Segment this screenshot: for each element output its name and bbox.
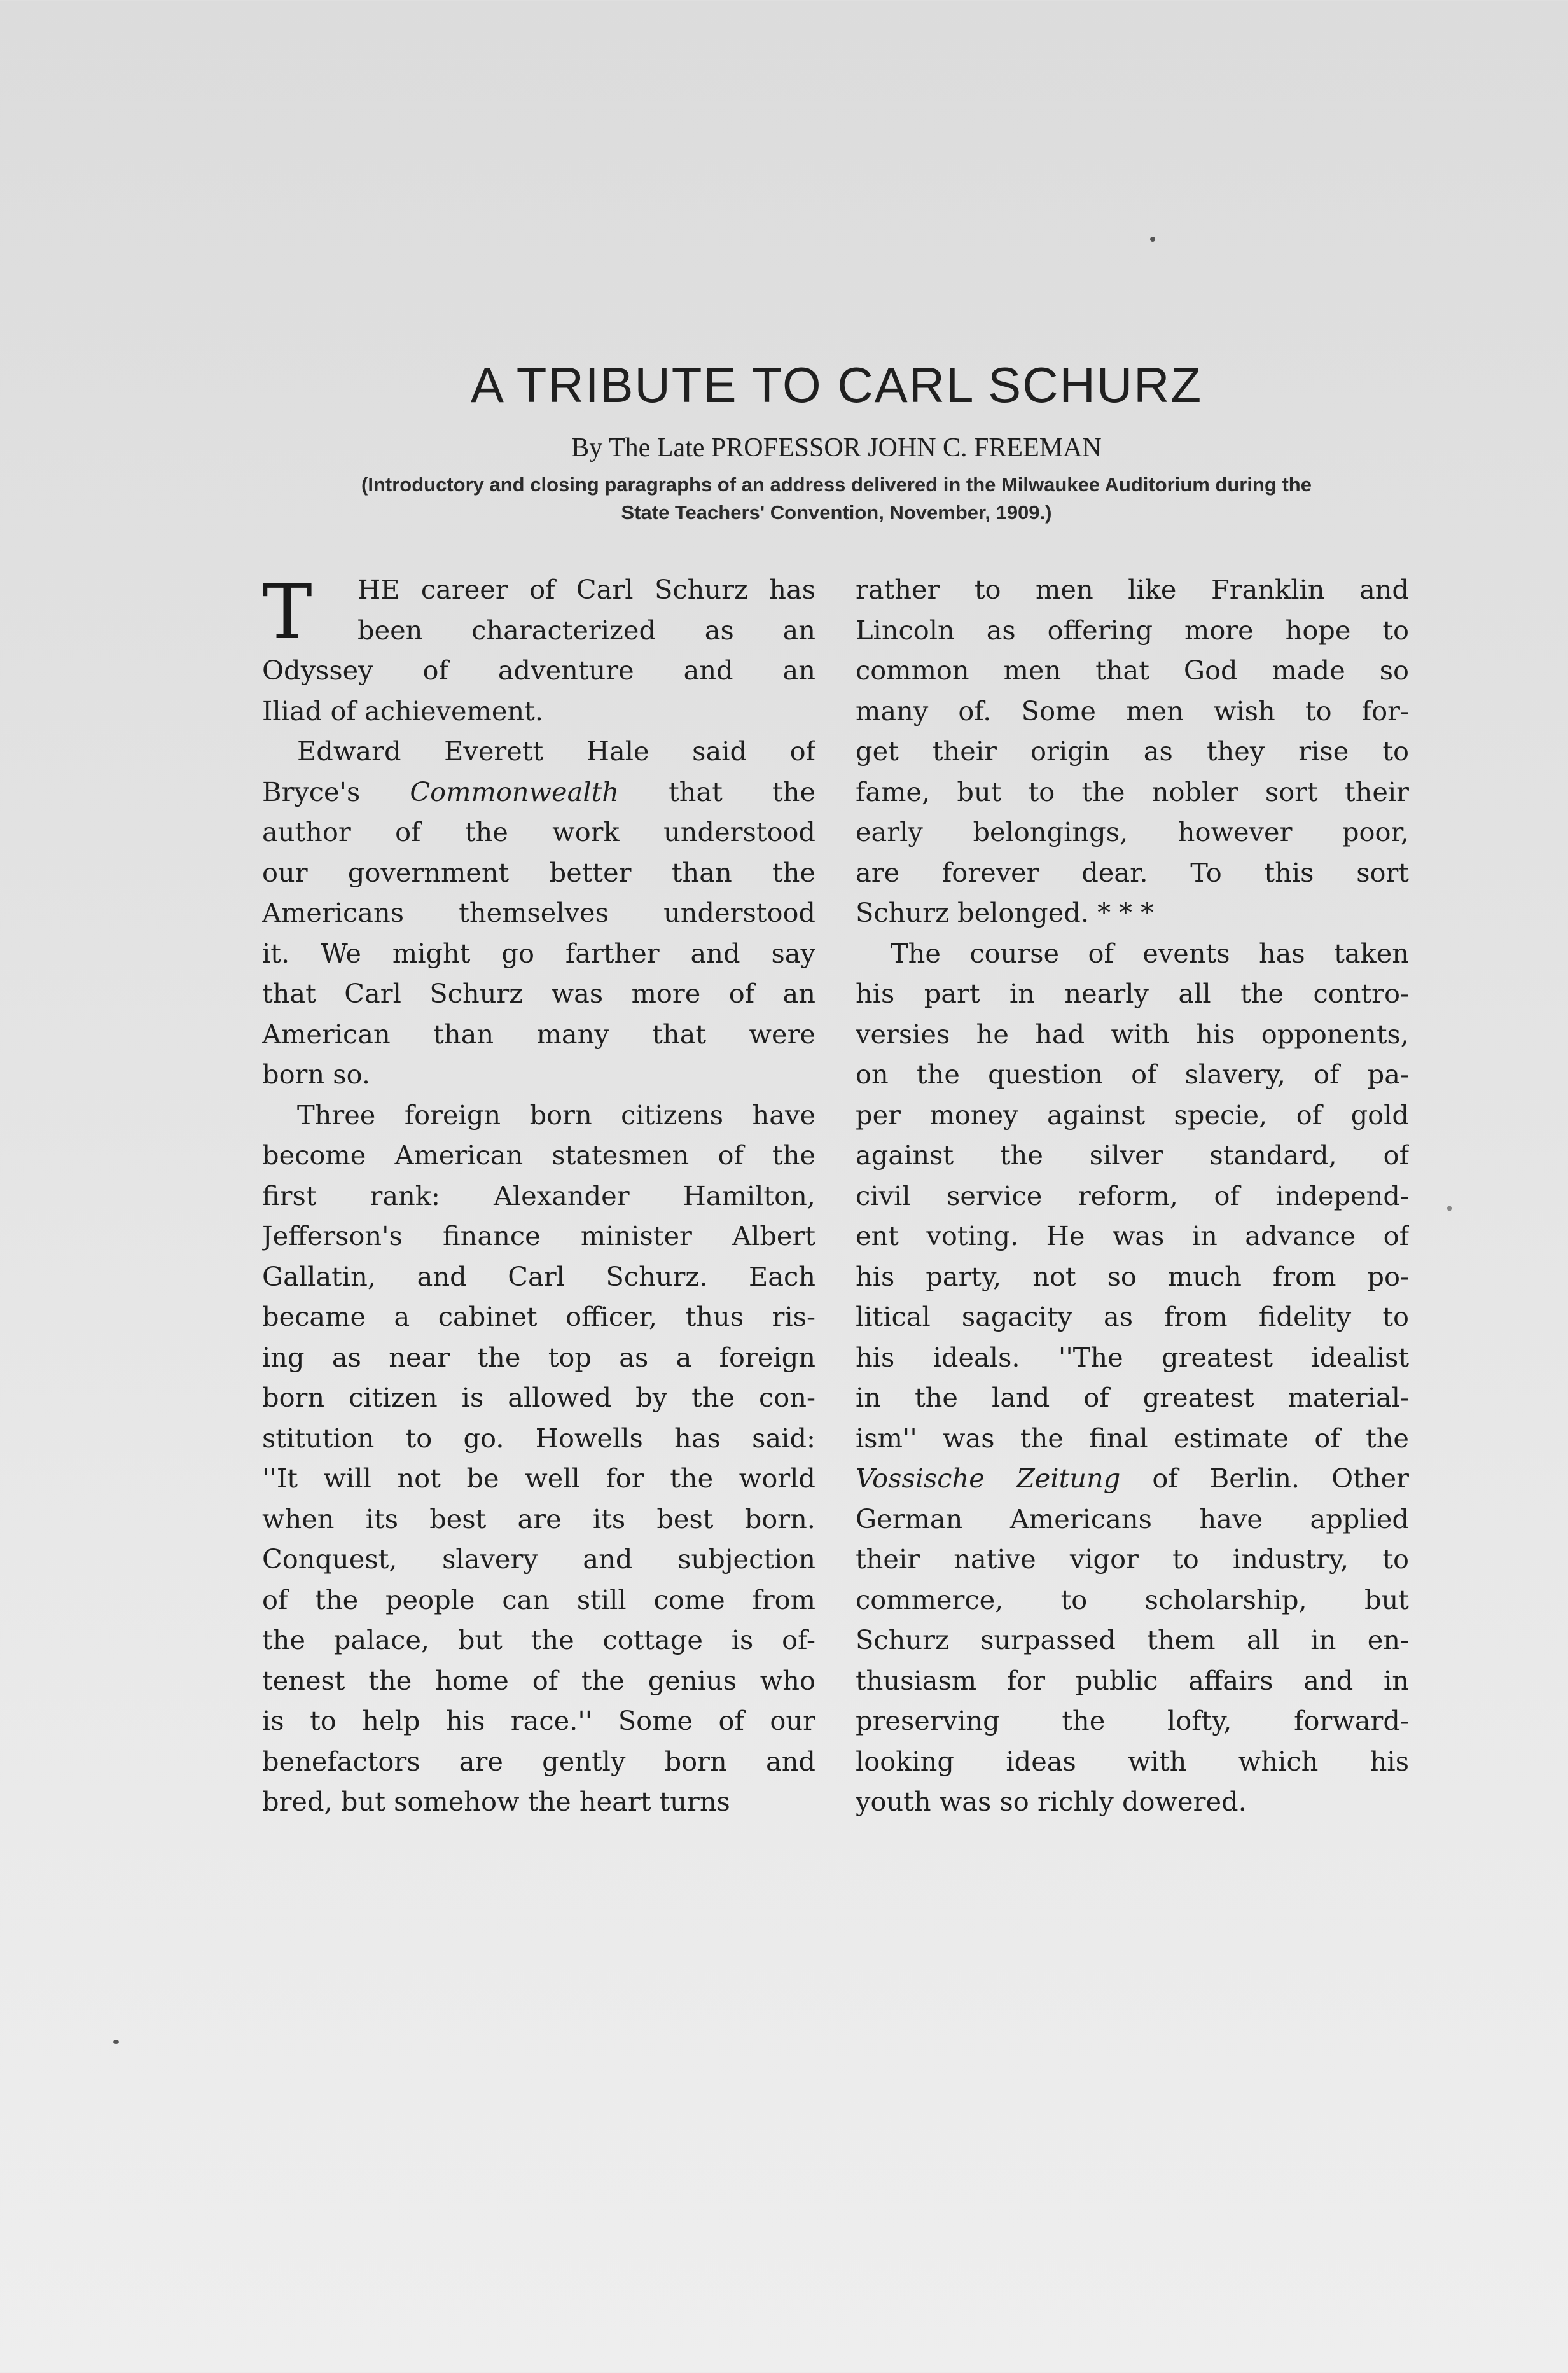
text-line: Three foreign born citizens have xyxy=(297,1099,815,1131)
text-line: Bryce's Commonwealth that the xyxy=(262,776,815,807)
text-line: became a cabinet officer, thus ris- xyxy=(262,1301,815,1332)
text-line: Vossische Zeitung of Berlin. Other xyxy=(856,1463,1409,1494)
byline-the: The xyxy=(609,433,651,463)
text-line: civil service reform, of independ- xyxy=(856,1180,1409,1211)
text-line: is to help his race.'' Some of our xyxy=(262,1705,815,1736)
text-line: of the people can still come from xyxy=(262,1583,815,1615)
text-line: Americans themselves understood xyxy=(262,897,815,928)
byline-late: Late xyxy=(656,433,705,463)
text-line: rather to men like Franklin and xyxy=(856,574,1409,605)
text-line: youth was so richly dowered. xyxy=(856,1786,1247,1817)
article-byline xyxy=(0,433,1568,463)
scan-speck xyxy=(1150,237,1155,242)
text-line: Jefferson's finance minister Albert xyxy=(262,1220,815,1251)
text-line: ''It will not be well for the world xyxy=(262,1463,815,1494)
text-line: preserving the lofty, forward- xyxy=(856,1705,1409,1736)
byline-author: PROFESSOR JOHN C. FREEMAN xyxy=(711,433,1102,463)
text-line: per money against specie, of gold xyxy=(856,1099,1409,1131)
intro-line-1: (Introductory and closing paragraphs of an address delivered in the Milwaukee Auditorium during the xyxy=(361,473,1312,496)
scan-speck xyxy=(113,2040,119,2044)
text-line: tenest the home of the genius who xyxy=(262,1664,815,1696)
text-line: versies he had with his opponents, xyxy=(856,1018,1409,1050)
text-line: his party, not so much from po- xyxy=(856,1260,1409,1292)
text-line: first rank: Alexander Hamilton, xyxy=(262,1180,815,1211)
text-line: many of. Some men wish to for- xyxy=(856,695,1409,727)
text-line: HE career of Carl Schurz has xyxy=(357,574,815,605)
drop-cap: T xyxy=(262,568,312,656)
text-line: their native vigor to industry, to xyxy=(856,1543,1409,1575)
text-line: stitution to go. Howells has said: xyxy=(262,1422,815,1454)
text-line: it. We might go farther and say xyxy=(262,937,815,969)
text-line: The course of events has taken xyxy=(891,937,1409,969)
text-line: common men that God made so xyxy=(856,655,1409,686)
text-line: in the land of greatest material- xyxy=(856,1382,1409,1413)
text-line: born citizen is allowed by the con- xyxy=(262,1382,815,1413)
text-line: against the silver standard, of xyxy=(856,1139,1409,1171)
left-column xyxy=(262,569,815,1822)
article-intro-note xyxy=(261,471,1412,527)
text-line: are forever dear. To this sort xyxy=(856,856,1409,888)
text-line: when its best are its best born. xyxy=(262,1503,815,1534)
text-line: litical sagacity as from fidelity to xyxy=(856,1301,1409,1332)
text-line: German Americans have applied xyxy=(856,1503,1409,1534)
right-column xyxy=(856,569,1409,1822)
text-line: born so. xyxy=(262,1059,371,1090)
text-line: ing as near the top as a foreign xyxy=(262,1341,815,1373)
text-line: our government better than the xyxy=(262,856,815,888)
text-line: ent voting. He was in advance of xyxy=(856,1220,1409,1251)
text-line: ism'' was the final estimate of the xyxy=(856,1422,1409,1454)
text-line: bred, but somehow the heart turns xyxy=(262,1786,730,1817)
text-line: his part in nearly all the contro- xyxy=(856,978,1409,1009)
text-line: thusiasm for public affairs and in xyxy=(856,1664,1409,1696)
text-line: get their origin as they rise to xyxy=(856,735,1409,767)
text-line: Edward Everett Hale said of xyxy=(297,735,815,767)
text-line: fame, but to the nobler sort their xyxy=(856,776,1409,807)
text-line: Gallatin, and Carl Schurz. Each xyxy=(262,1260,815,1292)
text-line: his ideals. ''The greatest idealist xyxy=(856,1341,1409,1373)
text-line: benefactors are gently born and xyxy=(262,1745,815,1777)
text-line: Conquest, slavery and subjection xyxy=(262,1543,815,1575)
text-line: Schurz belonged. * * * xyxy=(856,897,1154,928)
text-line: American than many that were xyxy=(262,1018,815,1050)
text-line: Schurz surpassed them all in en- xyxy=(856,1624,1409,1655)
text-line: Lincoln as offering more hope to xyxy=(856,614,1409,646)
byline-by: By xyxy=(571,433,603,463)
text-line: been characterized as an xyxy=(357,614,815,646)
article-title: A TRIBUTE TO CARL SCHURZ xyxy=(470,357,1203,413)
text-line: Odyssey of adventure and an xyxy=(262,655,815,686)
text-line: author of the work understood xyxy=(262,816,815,847)
text-line: commerce, to scholarship, but xyxy=(856,1583,1409,1615)
text-line: Iliad of achievement. xyxy=(262,695,544,727)
scan-speck xyxy=(1447,1206,1452,1211)
intro-line-2: State Teachers' Convention, November, 1909.) xyxy=(621,501,1052,524)
text-line: on the question of slavery, of pa- xyxy=(856,1059,1409,1090)
text-line: the palace, but the cottage is of- xyxy=(262,1624,815,1655)
text-line: become American statesmen of the xyxy=(262,1139,815,1171)
text-line: that Carl Schurz was more of an xyxy=(262,978,815,1009)
text-line: early belongings, however poor, xyxy=(856,816,1409,847)
text-line: looking ideas with which his xyxy=(856,1745,1409,1777)
